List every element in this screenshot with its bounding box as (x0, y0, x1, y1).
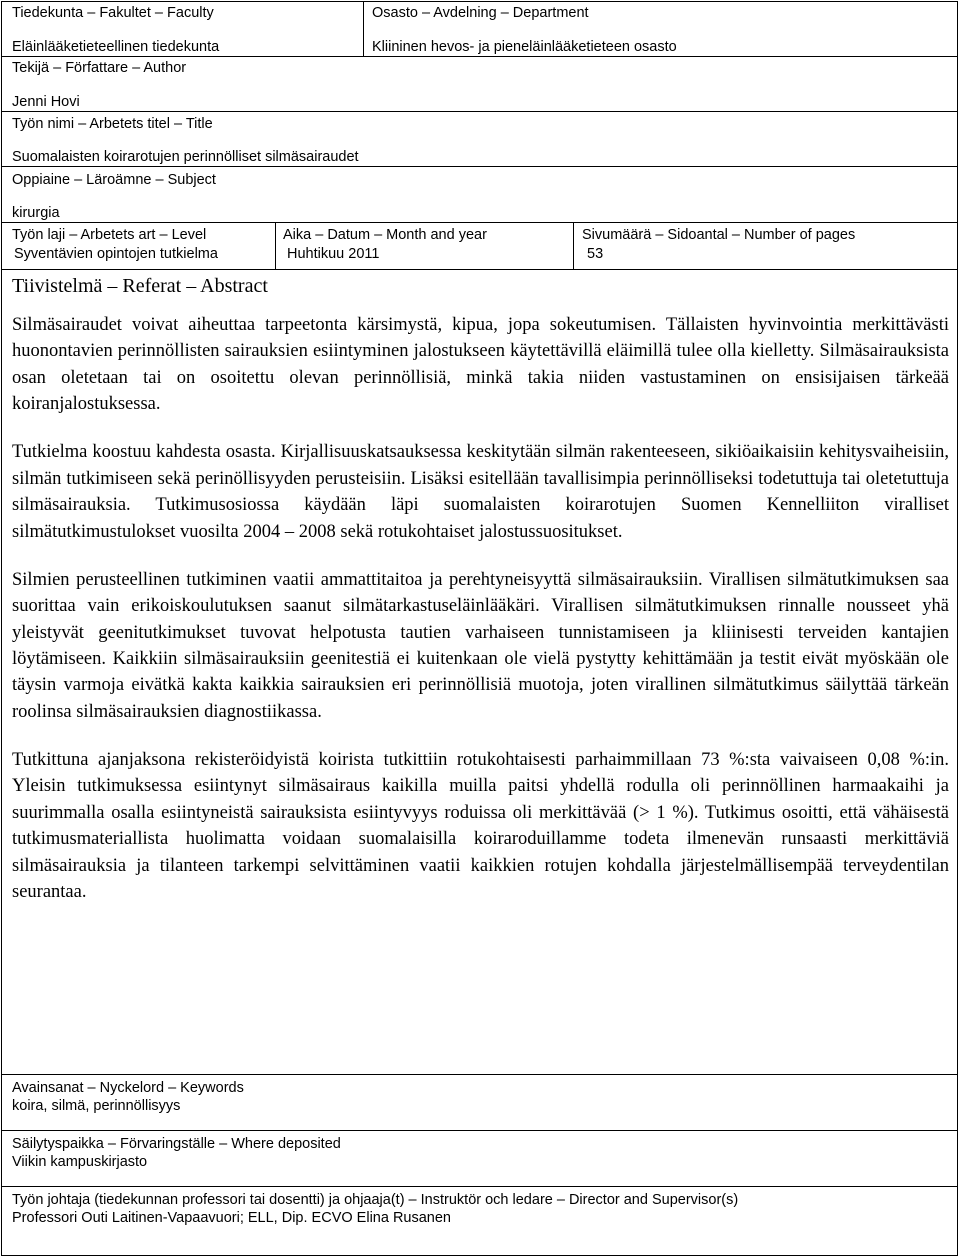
supervisors-label: Työn johtaja (tiedekunnan professori tai dosentti) ja ohjaaja(t) – Instruktör och ledare – Director and Supervisor(s) (12, 1192, 739, 1208)
author-value: Jenni Hovi (12, 94, 80, 110)
details-row (2, 223, 957, 270)
deposit-value: Viikin kampuskirjasto (12, 1154, 148, 1170)
abstract-label: Tiivistelmä – Referat – Abstract (12, 275, 268, 297)
faculty-department-row (2, 2, 957, 57)
level-value: Syventävien opintojen tutkielma (14, 246, 218, 262)
author-label: Tekijä – Författare – Author (12, 60, 187, 76)
deposit-label: Säilytyspaikka – Förvaringställe – Where deposited (12, 1136, 341, 1152)
subject-value: kirurgia (12, 205, 60, 221)
abstract-paragraph: Silmien perusteellinen tutkiminen vaatii ammattitaitoa ja perehtyneisyyttä silmäsairauksiin. Virallisen silmätutkimuksen saa suorittaa vain erikoiskoulutuksen saanut silmätarkastuseläinlääkäri. Virallisen silmätutkimuksen rinnalle nousseet yhä yleistyvät geenitutkimukset tuvovat helpotusta tautien varhaiseen tunnistamiseen ja kliinisesti terveiden kantajien löytämiseen. Kaikkiin silmäsairauksiin geenitestiä ei kuitenkaan ole vielä pystytty kehittämään ja testit eivät myöskään ole täysin varmoja eivätkä kakta kaikkia sairauksien eri perinnöllisiä muotoja, joten virallinen silmätutkimus säilyttää tärkeän roolinsa silmäsairauksien diagnostiikassa. (12, 569, 949, 722)
faculty-label: Tiedekunta – Fakultet – Faculty (12, 5, 214, 21)
faculty-value: Eläinlääketieteellinen tiedekunta (12, 39, 220, 55)
supervisors-value: Professori Outi Laitinen-Vapaavuori; ELL, Dip. ECVO Elina Rusanen (12, 1210, 451, 1226)
keywords-value: koira, silmä, perinnöllisyys (12, 1098, 181, 1114)
date-value: Huhtikuu 2011 (287, 246, 380, 262)
abstract-paragraph: Tutkittuna ajanjaksona rekisteröidyistä koirista tutkittiin rotukohtaisesti parhaimmillaan 73 %:sta vaivaiseen 0,08 %:in. Yleisin tutkimuksessa esiintynyt silmäsairaus kaikilla muilla paitsi yhdellä rodulla oli perinnöllinen harmaakaihi ja suurimmalla osalla esiintyneistä sairauksista esiintyvyys roduissa oli merkittävää (> 1 %). Tutkimus osoitti, että vähäisestä tutkimusmateriallista huolimatta voidaan suomalaisilla koiraroduillamme todeta ilmenevän runsaasti merkittäviä silmäsairauksia ja tilanteen tarkempi selvittäminen vaatii kaikkien rotujen kohdalla järjestelmällisempää terveydentilan seurantaa. (12, 750, 949, 903)
title-label: Työn nimi – Arbetets titel – Title (12, 116, 213, 132)
thesis-title: Suomalaisten koirarotujen perinnölliset silmäsairaudet (12, 149, 359, 165)
abstract-form (1, 1, 958, 1256)
title-row (2, 112, 957, 167)
department-value: Kliininen hevos- ja pieneläinlääketieteen osasto (372, 39, 677, 55)
column-divider (573, 223, 574, 269)
subject-row (2, 167, 957, 223)
abstract-section (2, 270, 957, 1075)
author-row (2, 57, 957, 112)
supervisors-row (2, 1187, 957, 1253)
deposit-row (2, 1131, 957, 1187)
column-divider (363, 2, 364, 56)
level-label: Työn laji – Arbetets art – Level (12, 227, 207, 243)
pages-label: Sivumäärä – Sidoantal – Number of pages (582, 227, 856, 243)
abstract-paragraph: Silmäsairaudet voivat aiheuttaa tarpeetonta kärsimystä, kipua, jopa sokeutumisen. Tällaisten hyvinvointia merkittävästi huonontavien perinnöllisten sairauksien esiintyminen jalostukseen käytettävillä eläimillä tulee olla kielletty. Silmäsairauksista osan oletetaan tai on osoitettu olevan perinnöllisiä, minkä takia niiden vastustaminen on ensisijaisen tärkeää koiranjalostuksessa. (12, 315, 949, 415)
date-label: Aika – Datum – Month and year (283, 227, 487, 243)
keywords-row (2, 1075, 957, 1131)
keywords-label: Avainsanat – Nyckelord – Keywords (12, 1080, 244, 1096)
abstract-paragraph: Tutkielma koostuu kahdesta osasta. Kirjallisuuskatsauksessa keskitytään silmän rakenteeseen, sikiöaikaisiin kehitysvaiheisiin, silmän tutkimiseen sekä perinöllisyyden perusteisiin. Lisäksi esitellään tavallisimpia perinnölliseksi todetuttuja tai oletetuttuja silmäsairauksia. Tutkimusosiossa käydään läpi suomalaisten koirarotujen Suomen Kennelliiton viralliset silmätutkimustulokset vuosilta 2004 – 2008 sekä rotukohtaiset jalostussuositukset. (12, 442, 949, 542)
department-label: Osasto – Avdelning – Department (372, 5, 589, 21)
pages-value: 53 (587, 246, 604, 262)
column-divider (275, 223, 276, 269)
subject-label: Oppiaine – Läroämne – Subject (12, 172, 216, 188)
abstract-body (12, 312, 949, 906)
